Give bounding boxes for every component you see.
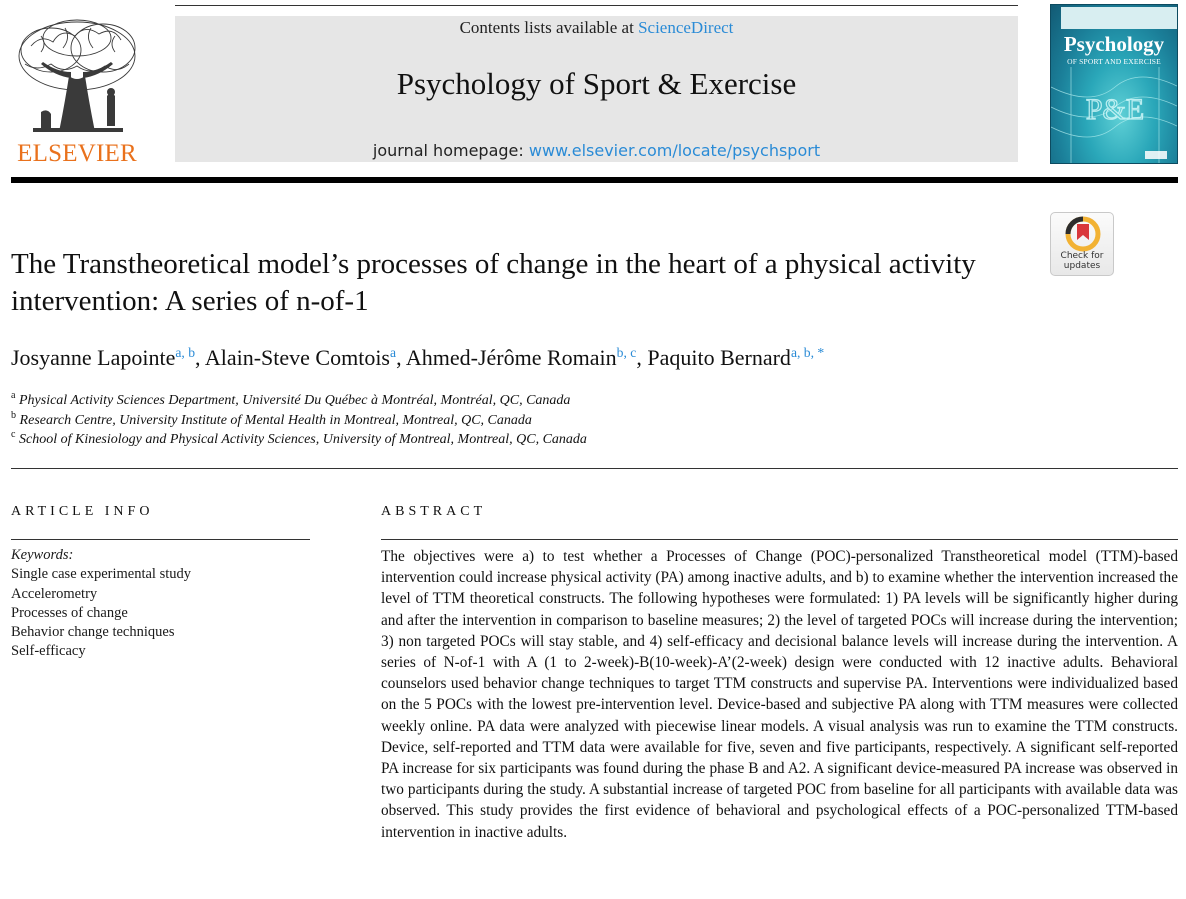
elsevier-wordmark: ELSEVIER [17,140,137,167]
elsevier-tree-icon [11,16,143,138]
section-divider [11,468,1178,469]
journal-name: Psychology of Sport & Exercise [396,66,797,101]
cover-art-text: P&E [1085,93,1145,126]
author-affil-sup[interactable]: b, c [616,344,637,360]
check-label-line-1: Check for [1060,251,1104,261]
keywords-block [11,546,310,662]
affiliation-list [11,391,1161,450]
affiliation [11,411,1161,431]
article-info-heading: ARTICLE INFO [11,504,154,519]
keyword-item: Behavior change techniques [11,624,175,641]
article-info-rule [11,539,310,540]
cover-art-icon [1051,67,1178,164]
contents-line [175,18,1018,38]
keywords-label: Keywords: [11,547,74,563]
abstract-rule [381,539,1178,540]
article-title: The Transtheoretical model’s processes of change in the heart of a physical activity intervention: A series of n-of-1 [11,248,976,317]
affiliation [11,430,1161,450]
affiliation-label: c [11,428,16,440]
affiliation-label: a [11,389,16,401]
header-heavy-rule [11,177,1178,183]
abstract-text: The objectives were a) to test whether a Processes of Change (POC)-personalized Transtheoretical model (TTM)-based intervention could increase physical activity (PA) among inactive adults, and b) to examine whether the intervention increased the level of TTM theoretical constructs. The following hypotheses were formulated: 1) PA levels will be significantly higher during and after the intervention in comparison to baseline measures; 2) the level of targeted POCs will increase during the intervention; 3) non targeted POCs will stay stable, and 4) self-efficacy and decisional balance levels will increase during the intervention. A series of N-of-1 with A (1 to 2-week)-B(10-week)-A’(2-week) design were conducted with 12 inactive adults. Behavioral counselors used behavior change techniques to target TTM constructs and supervise PA. Interventions were individualized based on the 5 POCs with the lowest pre-intervention level. Device-based and subjective PA along with TTM measures were collected weekly online. PA data were analyzed with piecewise linear models. A visual analysis was run to examine the TTM constructs. Device, self-reported and TTM data were available for five, seven and five participants, respectively. A significant self-reported PA increase for six participants was found during the phase B and A2. A significant device-measured PA increase was observed in two participants during the study. A substantial increase of targeted POC from baseline for all participants with available data was observed. This study provides the first evidence of behavioral and psychological effects of a POC-personalized TTM-based intervention in inactive adults. [381,548,1178,841]
author-name[interactable]: Alain-Steve Comtois [204,345,390,370]
homepage-prefix: journal homepage: [372,141,529,160]
elsevier-logo[interactable] [11,16,143,166]
abstract-heading: ABSTRACT [381,504,487,519]
author-name[interactable]: Josyanne Lapointe [11,345,176,370]
author-affil-sup[interactable]: a, b, * [790,344,825,360]
contents-prefix: Contents lists available at [459,18,639,37]
affiliation-text: Research Centre, University Institute of Mental Health in Montreal, Montreal, QC, Canada [19,412,532,428]
affiliation-text: Physical Activity Sciences Department, Université Du Québec à Montréal, Montréal, QC, Canada [18,393,571,408]
journal-homepage-line [175,141,1018,160]
cover-subtitle: OF SPORT AND EXERCISE [1067,57,1161,66]
keyword-item: Self-efficacy [11,643,86,660]
journal-banner [175,16,1018,162]
keyword-item: Single case experimental study [11,566,191,583]
keyword-item: Accelerometry [11,585,98,602]
author-list: Josyanne Lapointe$^{a, b}$, Alain-Steve Comtois$^a$, Ahmed-Jérôme Romain$^{b, c}$, Paquito Bernard$^{a, b, *}$ [11,344,825,370]
cover-top-strip [1061,7,1178,29]
keyword-item: Processes of change [11,604,128,621]
author-affil-sup[interactable]: a [390,344,397,360]
author-name[interactable]: Paquito Bernard [647,345,791,370]
header-top-rule [175,5,1018,6]
check-for-updates-label [1051,251,1113,271]
cover-title: Psychology [1063,32,1165,56]
check-for-updates-badge[interactable] [1050,212,1114,276]
check-for-updates-icon [1051,213,1115,253]
homepage-link[interactable]: www.elsevier.com/locate/psychsport [528,141,821,160]
affiliation-label: b [11,409,17,421]
author-name[interactable]: Ahmed-Jérôme Romain [405,345,617,370]
affiliation [11,391,1161,411]
author-affil-sup[interactable]: a, b [175,344,196,360]
check-label-line-2: updates [1063,261,1101,271]
affiliation-text: School of Kinesiology and Physical Activity Sciences, University of Montreal, Montreal, QC, Canada [18,432,587,447]
sciencedirect-link[interactable]: ScienceDirect [638,18,734,37]
journal-cover[interactable] [1050,4,1178,164]
